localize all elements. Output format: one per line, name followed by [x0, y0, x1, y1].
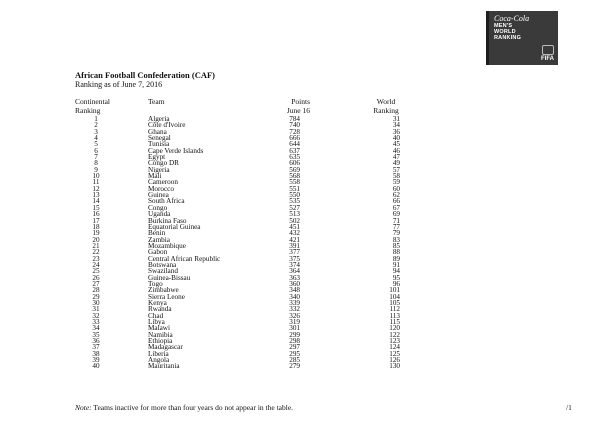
cell-points: 784 [289, 115, 300, 123]
cell-rank: 6 [94, 146, 98, 155]
ranking-table [0, 116, 614, 370]
cell-world-ranking: 83 [392, 235, 400, 244]
cell-team: Guinea [148, 191, 169, 200]
cell-points: 550 [289, 191, 300, 200]
cell-team: Zimbabwe [148, 286, 179, 295]
cell-team: Liberia [148, 349, 169, 358]
cell-rank: 32 [92, 311, 100, 320]
cell-team: Sierra Leone [148, 292, 185, 301]
cell-rank: 29 [92, 292, 100, 301]
cell-points: 451 [289, 222, 300, 231]
cell-points: 513 [289, 210, 300, 219]
cell-points: 637 [289, 146, 300, 155]
cell-rank: 2 [94, 121, 98, 130]
fifa-emblem-icon [542, 45, 554, 55]
cell-world-ranking: 49 [392, 159, 400, 168]
cell-world-ranking: 105 [389, 298, 400, 307]
cell-team: Ethiopia [148, 337, 173, 346]
cell-rank: 33 [92, 318, 100, 326]
cell-world-ranking: 71 [392, 216, 400, 225]
cell-team: Madagascar [148, 343, 183, 352]
cell-rank: 20 [92, 235, 100, 244]
cell-team: Mali [148, 172, 162, 181]
header-team: Team [148, 97, 165, 106]
cell-world-ranking: 113 [389, 311, 400, 320]
cell-team: South Africa [148, 197, 185, 206]
cell-points: 551 [289, 184, 300, 193]
cell-team: Zambia [148, 235, 170, 244]
logo-line: MEN'S [494, 23, 513, 29]
cell-team: Cameroon [148, 178, 178, 187]
cell-world-ranking: 85 [392, 241, 400, 250]
cell-points: 535 [289, 197, 300, 206]
cell-points: 279 [289, 362, 300, 371]
cell-rank: 1 [94, 115, 98, 123]
cell-world-ranking: 59 [392, 178, 400, 187]
cell-points: 332 [289, 305, 300, 314]
cell-world-ranking: 67 [392, 203, 400, 212]
cell-world-ranking: 47 [392, 153, 400, 162]
cell-points: 360 [289, 279, 300, 288]
cell-points: 569 [289, 165, 300, 174]
cell-world-ranking: 79 [392, 229, 400, 238]
cell-world-ranking: 58 [392, 172, 400, 181]
cell-team: Senegal [148, 134, 171, 143]
cell-team: Nigeria [148, 165, 170, 174]
cell-world-ranking: 125 [389, 349, 400, 358]
cell-world-ranking: 89 [392, 254, 400, 263]
cell-world-ranking: 45 [392, 140, 400, 149]
cell-rank: 25 [92, 267, 100, 276]
cell-rank: 5 [94, 140, 98, 149]
cell-world-ranking: 69 [392, 210, 400, 219]
cell-team: Burkina Faso [148, 216, 187, 225]
cell-world-ranking: 96 [392, 279, 400, 288]
document-subtitle: Ranking as of June 7, 2016 [75, 80, 163, 89]
cell-points: 606 [289, 159, 300, 168]
cell-points: 285 [289, 356, 300, 365]
cell-team: Botswana [148, 260, 177, 269]
cell-world-ranking: 57 [392, 165, 400, 174]
cell-world-ranking: 112 [389, 305, 400, 314]
cell-rank: 9 [94, 165, 98, 174]
cell-points: 326 [289, 311, 300, 320]
footer-note: Note: Teams inactive for more than four years do not appear in the table. [75, 403, 294, 412]
cell-world-ranking: 31 [392, 115, 400, 123]
cell-world-ranking: 123 [389, 337, 400, 346]
cell-rank: 27 [92, 279, 100, 288]
cell-points: 339 [289, 298, 300, 307]
cell-points: 421 [289, 235, 300, 244]
cell-world-ranking: 122 [389, 330, 400, 339]
cell-team: Ghana [148, 127, 167, 136]
cell-team: Congo [148, 203, 168, 212]
cell-rank: 21 [92, 241, 100, 250]
cell-world-ranking: 115 [389, 318, 400, 326]
cell-team: Equatorial Guinea [148, 222, 201, 231]
cell-team: Algeria [148, 115, 170, 123]
cell-rank: 3 [94, 127, 98, 136]
cell-world-ranking: 46 [392, 146, 400, 155]
cell-points: 374 [289, 260, 300, 269]
cell-world-ranking: 101 [389, 286, 400, 295]
cell-world-ranking: 88 [392, 248, 400, 257]
cell-points: 297 [289, 343, 300, 352]
cell-rank: 4 [94, 134, 98, 143]
cell-points: 377 [289, 248, 300, 257]
cell-team: Namibia [148, 330, 173, 339]
logo-fifa: FIFA [541, 56, 554, 62]
cell-rank: 23 [92, 254, 100, 263]
cell-rank: 7 [94, 153, 98, 162]
cell-rank: 18 [92, 222, 100, 231]
cell-rank: 34 [92, 324, 100, 333]
cell-team: Uganda [148, 210, 171, 219]
cell-rank: 30 [92, 298, 100, 307]
cell-points: 740 [289, 121, 300, 130]
cell-team: Kenya [148, 298, 167, 307]
cell-points: 319 [289, 318, 300, 326]
header-points: Points June 16 [286, 97, 310, 115]
cell-rank: 16 [92, 210, 100, 219]
cell-team: Mozambique [148, 241, 186, 250]
cell-rank: 8 [94, 159, 98, 168]
cell-rank: 24 [92, 260, 100, 269]
cell-points: 301 [289, 324, 300, 333]
cell-rank: 11 [92, 178, 100, 187]
cell-points: 295 [289, 349, 300, 358]
cell-team: Gabon [148, 248, 168, 257]
cell-world-ranking: 95 [392, 273, 400, 282]
header-world-ranking: World Ranking [373, 97, 399, 115]
cell-points: 666 [289, 134, 300, 143]
cell-team: Tunisia [148, 140, 170, 149]
document-title: African Football Confederation (CAF) [75, 70, 215, 80]
cell-world-ranking: 130 [389, 362, 400, 371]
cell-rank: 38 [92, 349, 100, 358]
cell-team: Congo DR [148, 159, 179, 168]
cell-points: 568 [289, 172, 300, 181]
cell-team: Morocco [148, 184, 174, 193]
cell-team: Chad [148, 311, 164, 320]
cell-team: Togo [148, 279, 163, 288]
cell-world-ranking: 124 [389, 343, 400, 352]
cell-rank: 37 [92, 343, 100, 352]
cell-world-ranking: 34 [392, 121, 400, 130]
cell-points: 375 [289, 254, 300, 263]
cell-points: 644 [289, 140, 300, 149]
cell-points: 502 [289, 216, 300, 225]
cell-world-ranking: 94 [392, 267, 400, 276]
cell-rank: 26 [92, 273, 100, 282]
cell-rank: 36 [92, 337, 100, 346]
cell-points: 635 [289, 153, 300, 162]
cell-team: Mauritania [148, 362, 180, 371]
cell-rank: 15 [92, 203, 100, 212]
cell-points: 299 [289, 330, 300, 339]
cell-rank: 19 [92, 229, 100, 238]
cell-team: Cape Verde Islands [148, 146, 204, 155]
cell-rank: 40 [92, 362, 100, 371]
cell-team: Guinea-Bissau [148, 273, 191, 282]
cell-team: Libya [148, 318, 165, 326]
cell-team: Swaziland [148, 267, 178, 276]
cell-world-ranking: 77 [392, 222, 400, 231]
cell-team: Rwanda [148, 305, 172, 314]
cell-points: 348 [289, 286, 300, 295]
cell-team: Malawi [148, 324, 170, 333]
logo-line: RANKING [494, 35, 522, 41]
cell-points: 364 [289, 267, 300, 276]
cell-rank: 12 [92, 184, 100, 193]
cell-rank: 31 [92, 305, 100, 314]
cell-team: Angola [148, 356, 170, 365]
cell-points: 298 [289, 337, 300, 346]
table-row [0, 363, 614, 369]
cell-rank: 39 [92, 356, 100, 365]
cell-team: Egypt [148, 153, 166, 162]
cell-rank: 22 [92, 248, 100, 257]
cell-world-ranking: 40 [392, 134, 400, 143]
cell-world-ranking: 120 [389, 324, 400, 333]
cell-rank: 35 [92, 330, 100, 339]
cell-points: 527 [289, 203, 300, 212]
cell-points: 432 [289, 229, 300, 238]
cell-points: 558 [289, 178, 300, 187]
cell-team: Côte d'Ivoire [148, 121, 186, 130]
cell-world-ranking: 91 [392, 260, 400, 269]
cell-points: 728 [289, 127, 300, 136]
cell-world-ranking: 36 [392, 127, 400, 136]
page-number: /1 [566, 403, 572, 412]
cell-team: Benin [148, 229, 166, 238]
cell-rank: 28 [92, 286, 100, 295]
cell-points: 363 [289, 273, 300, 282]
logo-line: WORLD [494, 29, 516, 35]
cell-world-ranking: 126 [389, 356, 400, 365]
header-continental-ranking: Continental Ranking [75, 97, 110, 115]
cell-world-ranking: 62 [392, 191, 400, 200]
cell-world-ranking: 104 [389, 292, 400, 301]
cell-world-ranking: 66 [392, 197, 400, 206]
cell-world-ranking: 60 [392, 184, 400, 193]
cell-rank: 17 [92, 216, 100, 225]
cell-team: Central African Republic [148, 254, 221, 263]
logo-brand: Coca-Cola [494, 14, 530, 23]
cell-rank: 10 [92, 172, 100, 181]
fifa-ranking-logo [486, 11, 558, 65]
cell-points: 340 [289, 292, 300, 301]
cell-rank: 14 [92, 197, 100, 206]
cell-points: 391 [289, 241, 300, 250]
cell-rank: 13 [92, 191, 100, 200]
